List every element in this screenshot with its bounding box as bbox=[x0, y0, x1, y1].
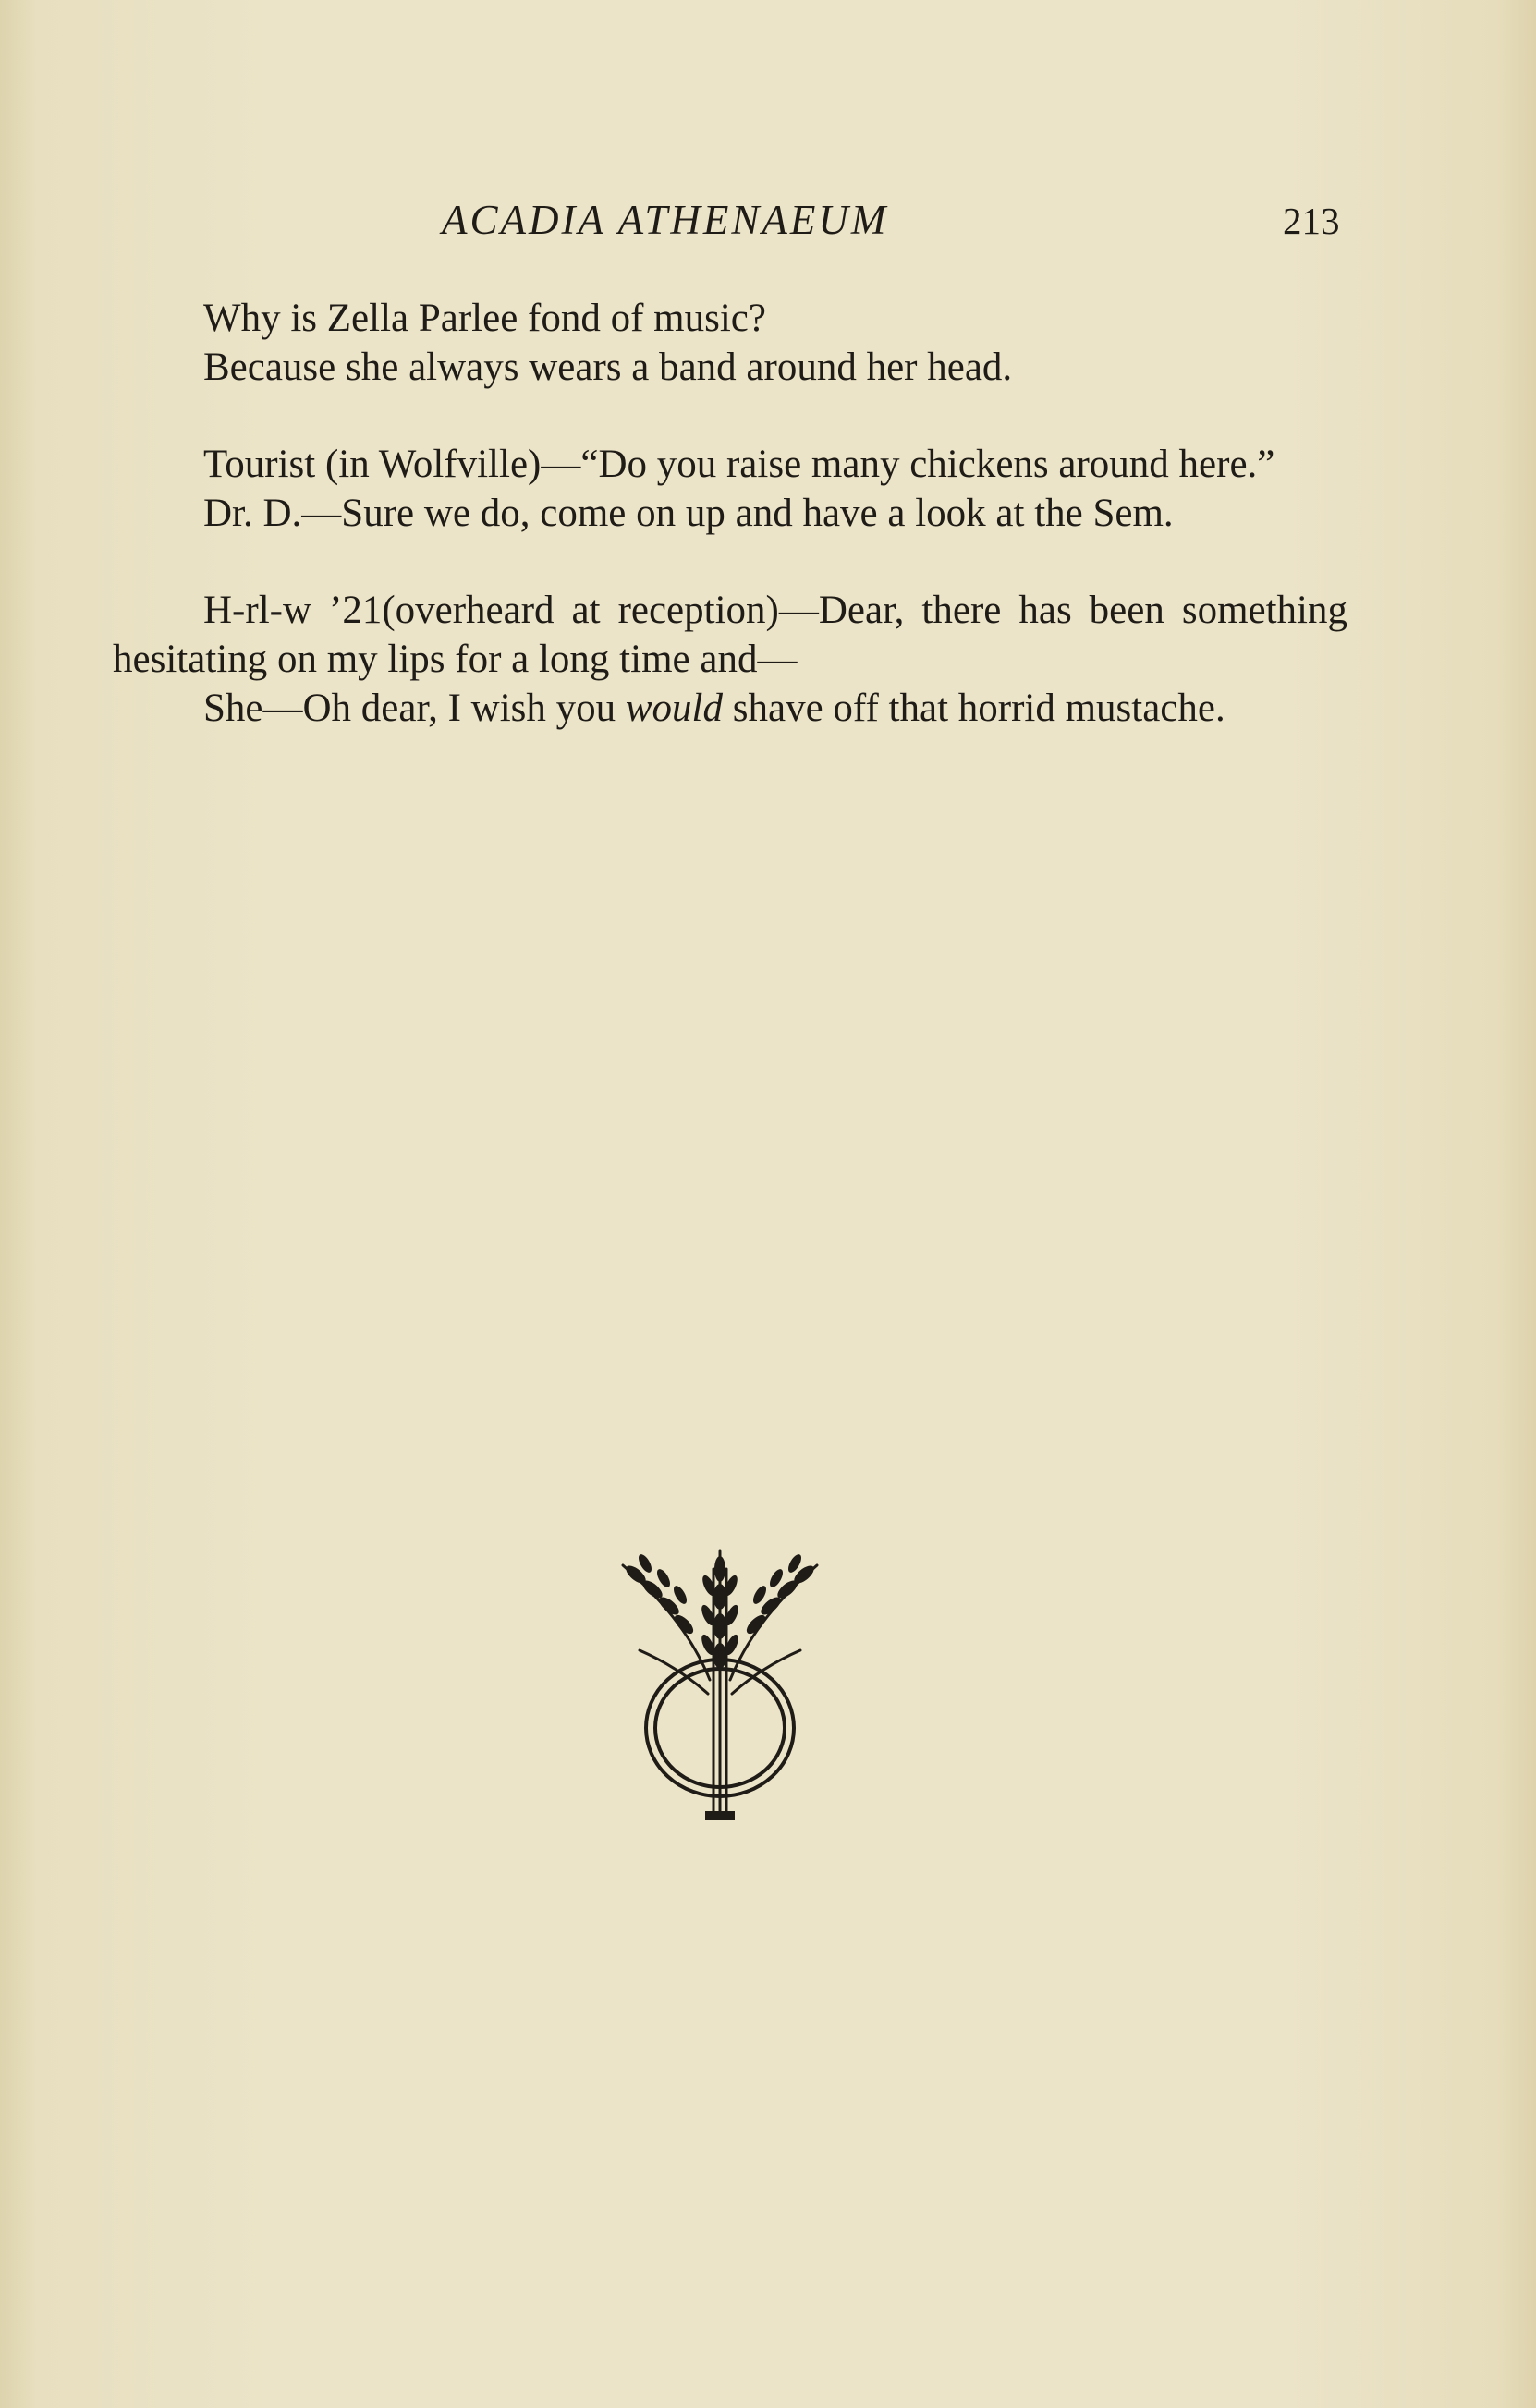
joke-1-question: Why is Zella Parlee fond of music? bbox=[203, 297, 766, 340]
running-title: ACADIA ATHENAEUM bbox=[442, 197, 889, 243]
joke-1-answer: Because she always wears a band around her head. bbox=[203, 346, 1013, 389]
reply-emphasis: would bbox=[625, 687, 724, 730]
joke-3-reply-line bbox=[113, 684, 1347, 733]
page-number: 213 bbox=[1283, 200, 1340, 242]
wheat-sheaf-ring-icon bbox=[617, 1541, 823, 1830]
joke-3 bbox=[113, 586, 1347, 733]
running-header bbox=[0, 196, 1536, 261]
reply-text-before: She—Oh dear, I wish you bbox=[203, 687, 626, 730]
joke-1 bbox=[113, 294, 1347, 392]
joke-2 bbox=[113, 440, 1347, 538]
joke-3-first-line: H-rl-w ’21(overheard at reception)—Dear, there has been something hesitating on my lips for a long time and— bbox=[113, 589, 1347, 681]
reply-text-after: shave off that horrid mustache. bbox=[723, 687, 1225, 730]
page-content bbox=[113, 294, 1347, 781]
joke-2-reply-line: Dr. D.—Sure we do, come on up and have a look at the Sem. bbox=[203, 492, 1174, 535]
joke-2-tourist-line: Tourist (in Wolfville)—“Do you raise many chickens around here.” bbox=[203, 443, 1275, 486]
